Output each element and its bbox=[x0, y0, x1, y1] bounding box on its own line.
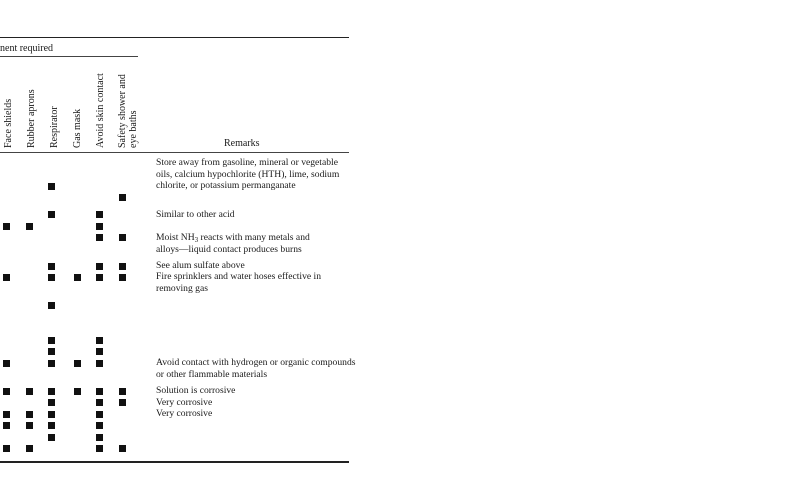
mark bbox=[74, 388, 81, 395]
remark-nh3 bbox=[156, 232, 356, 244]
remark-fire-sprinklers: Fire sprinklers and water hoses effective in removing gas bbox=[156, 271, 321, 294]
mark bbox=[48, 211, 55, 218]
mark bbox=[48, 302, 55, 309]
mark bbox=[74, 274, 81, 281]
mark bbox=[26, 223, 33, 230]
remark-solution-corrosive: Solution is corrosive bbox=[156, 385, 236, 396]
column-group-rule bbox=[0, 56, 138, 57]
mark bbox=[48, 274, 55, 281]
mark bbox=[26, 388, 33, 395]
remark-storage: Store away from gasoline, mineral or vegetable oils, calcium hypochlorite (HTH), lime, sodium chlorite, or potassium permanganate bbox=[156, 157, 340, 192]
mark bbox=[119, 399, 126, 406]
mark bbox=[96, 348, 103, 355]
mark bbox=[96, 263, 103, 270]
mark bbox=[3, 360, 10, 367]
column-header-avoid-skin-contact: Avoid skin contact bbox=[95, 73, 106, 148]
mark bbox=[3, 388, 10, 395]
remark-alum-sulfate: See alum sulfate above bbox=[156, 260, 245, 271]
column-group-title: nent required bbox=[0, 43, 54, 54]
remarks-header: Remarks bbox=[224, 138, 260, 149]
mark bbox=[48, 422, 55, 429]
table-top-rule bbox=[0, 37, 349, 38]
remark-alloys: alloys—liquid contact produces burns bbox=[156, 244, 302, 255]
mark bbox=[119, 234, 126, 241]
mark bbox=[96, 360, 103, 367]
mark bbox=[96, 434, 103, 441]
mark bbox=[74, 360, 81, 367]
remark-avoid-hydrogen: Avoid contact with hydrogen or organic compounds or other flammable materials bbox=[156, 357, 356, 380]
mark bbox=[96, 223, 103, 230]
mark bbox=[96, 211, 103, 218]
mark bbox=[3, 411, 10, 418]
mark bbox=[119, 274, 126, 281]
mark bbox=[119, 388, 126, 395]
mark bbox=[119, 445, 126, 452]
column-header-rubber-aprons: Rubber aprons bbox=[26, 89, 37, 148]
mark bbox=[119, 194, 126, 201]
mark bbox=[48, 399, 55, 406]
mark bbox=[3, 223, 10, 230]
mark bbox=[96, 337, 103, 344]
mark bbox=[48, 388, 55, 395]
remark-nh3-pre: Moist NH bbox=[156, 232, 195, 243]
column-header-safety-shower: Safety shower and eye baths bbox=[117, 74, 139, 148]
column-header-face-shields: Face shields bbox=[3, 98, 14, 148]
mark bbox=[26, 422, 33, 429]
mark bbox=[96, 388, 103, 395]
mark bbox=[48, 411, 55, 418]
mark bbox=[3, 274, 10, 281]
mark bbox=[3, 445, 10, 452]
mark bbox=[96, 399, 103, 406]
mark bbox=[26, 411, 33, 418]
mark bbox=[26, 445, 33, 452]
column-header-respirator: Respirator bbox=[49, 106, 60, 148]
mark bbox=[48, 348, 55, 355]
mark bbox=[48, 263, 55, 270]
header-bottom-rule bbox=[0, 152, 349, 153]
mark bbox=[96, 274, 103, 281]
mark bbox=[119, 263, 126, 270]
remark-very-corrosive-2: Very corrosive bbox=[156, 408, 213, 419]
remark-similar-acid: Similar to other acid bbox=[156, 209, 235, 220]
remark-nh3-post: reacts with many metals and bbox=[198, 232, 310, 243]
mark bbox=[48, 337, 55, 344]
mark bbox=[96, 445, 103, 452]
table-bottom-rule bbox=[0, 461, 349, 463]
column-header-gas-mask: Gas mask bbox=[72, 108, 83, 148]
remark-nh3-sub: 3 bbox=[194, 236, 199, 244]
mark bbox=[96, 411, 103, 418]
mark bbox=[3, 422, 10, 429]
mark bbox=[48, 360, 55, 367]
mark bbox=[48, 434, 55, 441]
mark bbox=[96, 422, 103, 429]
remark-very-corrosive-1: Very corrosive bbox=[156, 397, 213, 408]
mark bbox=[48, 183, 55, 190]
mark bbox=[96, 234, 103, 241]
